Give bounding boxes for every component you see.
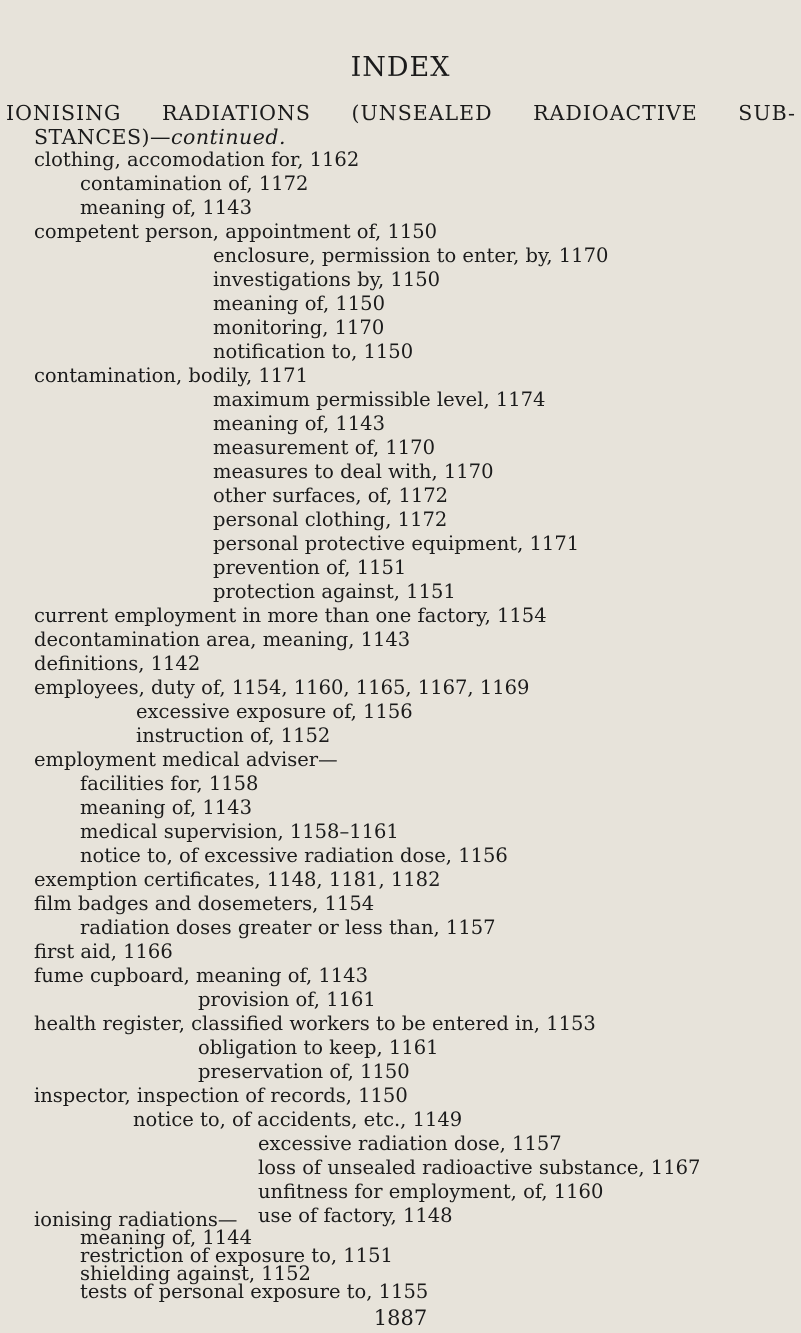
heading-word: SUB-	[738, 101, 796, 125]
index-entry: competent person, appointment of, 1150	[34, 220, 438, 243]
index-entry: inspector, inspection of records, 1150	[34, 1084, 408, 1107]
heading-word: IONISING	[6, 101, 122, 125]
index-subentry: investigations by, 1150	[213, 268, 441, 291]
index-entry: film badges and dosemeters, 1154	[34, 892, 375, 915]
index-subentry: notice to, of accidents, etc., 1149	[133, 1108, 463, 1131]
index-subentry: meaning of, 1143	[213, 412, 385, 435]
index-entry: ionising radiations—	[34, 1208, 238, 1231]
index-subentry: medical supervision, 1158–1161	[80, 820, 399, 843]
heading-cont-italic: continued.	[171, 125, 287, 149]
index-subentry: monitoring, 1170	[213, 316, 385, 339]
heading-continuation	[34, 125, 286, 149]
index-subentry: unfitness for employment, of, 1160	[258, 1180, 604, 1203]
index-subentry: personal clothing, 1172	[213, 508, 448, 531]
index-subentry: provision of, 1161	[198, 988, 376, 1011]
index-entry: health register, classified workers to be entered in, 1153	[34, 1012, 596, 1035]
index-entry: fume cupboard, meaning of, 1143	[34, 964, 368, 987]
index-entry: employees, duty of, 1154, 1160, 1165, 1167, 1169	[34, 676, 530, 699]
index-entry: first aid, 1166	[34, 940, 173, 963]
index-entry: clothing, accomodation for, 1162	[34, 148, 360, 171]
index-subentry: measurement of, 1170	[213, 436, 435, 459]
index-entry: employment medical adviser—	[34, 748, 338, 771]
index-subentry: notification to, 1150	[213, 340, 414, 363]
heading-cont-main: STANCES)—	[34, 125, 172, 149]
index-subentry: restriction of exposure to, 1151	[80, 1244, 393, 1267]
index-entry: contamination, bodily, 1171	[34, 364, 308, 387]
index-subentry: contamination of, 1172	[80, 172, 309, 195]
index-entry: exemption certificates, 1148, 1181, 1182	[34, 868, 441, 891]
index-subentry: measures to deal with, 1170	[213, 460, 494, 483]
index-subentry: instruction of, 1152	[136, 724, 331, 747]
index-subentry: other surfaces, of, 1172	[213, 484, 449, 507]
page-title: INDEX	[350, 52, 451, 83]
index-subentry: personal protective equipment, 1171	[213, 532, 580, 555]
index-subentry: meaning of, 1150	[213, 292, 385, 315]
index-subentry: maximum permissible level, 1174	[213, 388, 546, 411]
index-subentry: excessive exposure of, 1156	[136, 700, 413, 723]
index-subentry: protection against, 1151	[213, 580, 456, 603]
index-subentry: meaning of, 1143	[80, 796, 252, 819]
index-subentry: excessive radiation dose, 1157	[258, 1132, 562, 1155]
index-subentry: tests of personal exposure to, 1155	[80, 1280, 429, 1303]
index-subentry: enclosure, permission to enter, by, 1170	[213, 244, 609, 267]
index-subentry: meaning of, 1144	[80, 1226, 252, 1249]
index-subentry: prevention of, 1151	[213, 556, 407, 579]
heading-word: (UNSEALED	[351, 101, 493, 125]
index-subentry: notice to, of excessive radiation dose, 1156	[80, 844, 508, 867]
index-heading	[6, 101, 796, 125]
index-subentry: shielding against, 1152	[80, 1262, 311, 1285]
index-subentry: preservation of, 1150	[198, 1060, 410, 1083]
index-entry: decontamination area, meaning, 1143	[34, 628, 411, 651]
heading-word: RADIOACTIVE	[533, 101, 698, 125]
index-subentry: radiation doses greater or less than, 1157	[80, 916, 496, 939]
heading-word: RADIATIONS	[161, 101, 311, 125]
index-subentry: obligation to keep, 1161	[198, 1036, 439, 1059]
page-number: 1887	[373, 1306, 428, 1330]
index-subentry: facilities for, 1158	[80, 772, 259, 795]
index-entry: current employment in more than one factory, 1154	[34, 604, 547, 627]
index-subentry: meaning of, 1143	[80, 196, 252, 219]
index-subentry: loss of unsealed radioactive substance, 1167	[258, 1156, 701, 1179]
index-subentry: use of factory, 1148	[258, 1204, 453, 1227]
index-entry: definitions, 1142	[34, 652, 201, 675]
